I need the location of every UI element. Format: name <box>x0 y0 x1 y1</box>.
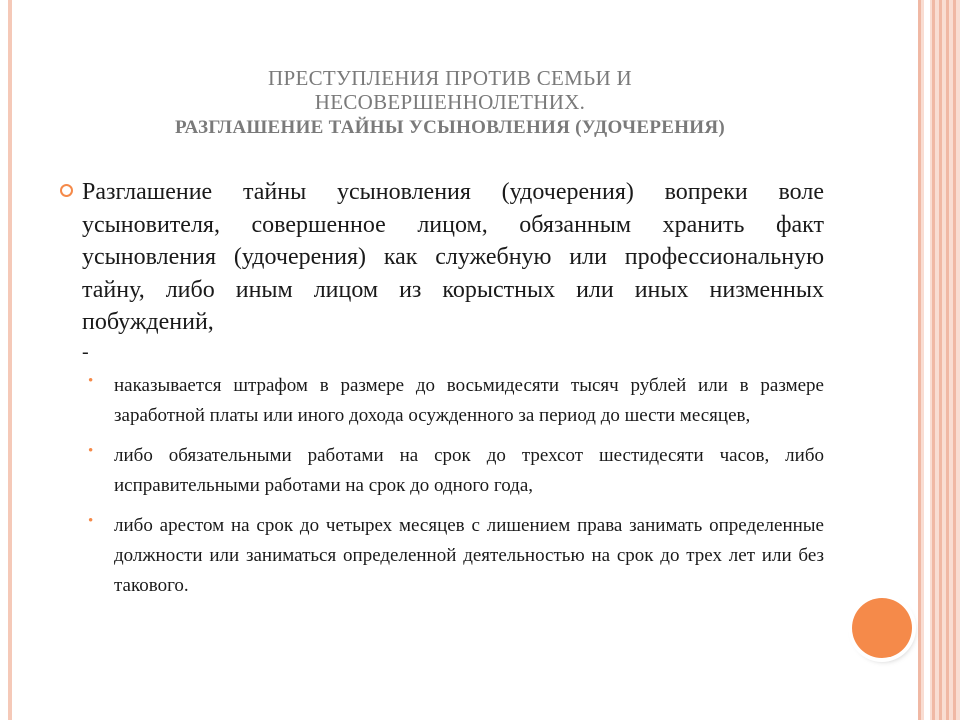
slide-subtitle: РАЗГЛАШЕНИЕ ТАЙНЫ УСЫНОВЛЕНИЯ (УДОЧЕРЕНИЯ) <box>175 117 725 138</box>
main-paragraph: Разглашение тайны усыновления (удочерения) вопреки воле усыновителя, совершенное лицом, обязанным хранить факт усыновления (удочерения) как служебную или профессиональную тайну, либо иным лицом из корыстных или иных низменных побуждений, <box>82 179 824 335</box>
left-frame-line <box>8 0 12 720</box>
circle-bullet-icon <box>60 184 73 197</box>
decorative-circle <box>852 598 912 658</box>
list-item <box>88 441 824 501</box>
list-item <box>88 511 824 601</box>
bullet-dot-icon: • <box>88 442 94 459</box>
dash-line: - <box>82 340 89 363</box>
slide-title <box>40 66 860 140</box>
stripe-gap <box>924 0 930 720</box>
slide-content <box>82 176 824 611</box>
list-item-text: либо обязательными работами на срок до трехсот шестидесяти часов, либо исправительными работами на срок до одного года, <box>114 444 824 496</box>
bullet-dot-icon: • <box>88 372 94 389</box>
list-item <box>88 371 824 431</box>
list-item-text: наказывается штрафом в размере до восьмидесяти тысяч рублей или в размере заработной платы или иного дохода осужденного за период до шести месяцев, <box>114 374 824 426</box>
list-item-text: либо арестом на срок до четырех месяцев с лишением права занимать определенные должности или заниматься определенной деятельностью на срок до трех лет или без такового. <box>114 514 824 596</box>
title-line-1: ПРЕСТУПЛЕНИЯ ПРОТИВ СЕМЬИ И <box>268 66 632 90</box>
sub-bullet-list <box>82 371 824 601</box>
bullet-dot-icon: • <box>88 512 94 529</box>
title-line-2: НЕСОВЕРШЕННОЛЕТНИХ. <box>314 90 586 114</box>
